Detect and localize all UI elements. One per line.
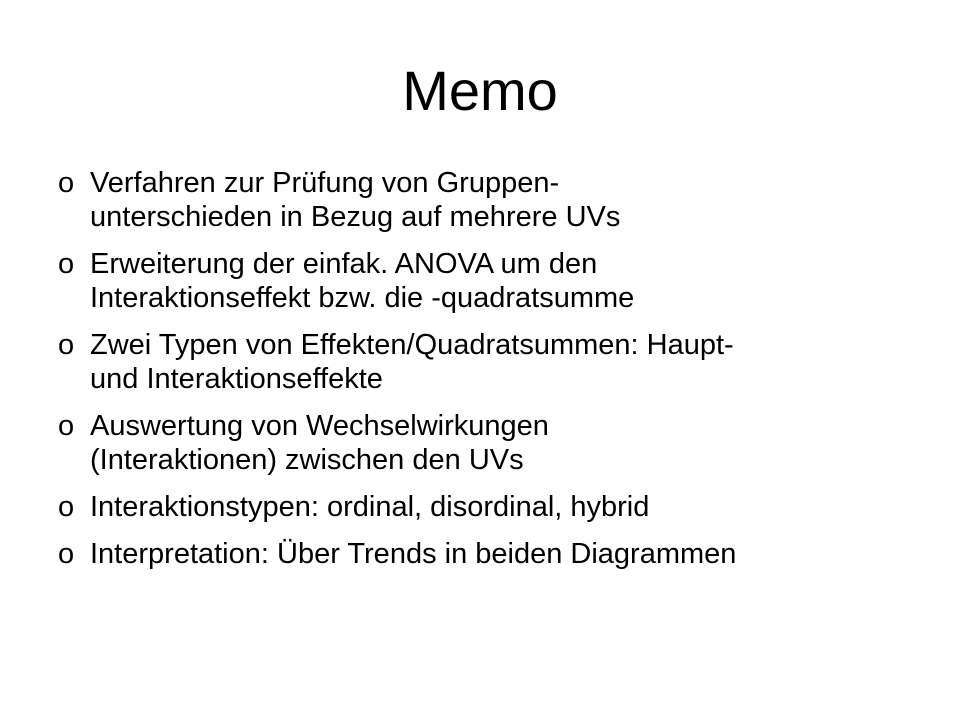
- bullet-marker: o: [58, 491, 75, 523]
- bullet-item: [58, 490, 938, 524]
- bullet-text-line: Zwei Typen von Effekten/Quadratsummen: Haupt-: [90, 329, 734, 361]
- bullet-text-line: unterschieden in Bezug auf mehrere UVs: [90, 201, 621, 233]
- bullet-item: [58, 537, 938, 571]
- bullet-marker: o: [58, 248, 75, 280]
- bullet-marker: o: [58, 410, 75, 442]
- bullet-text-line: und Interaktionseffekte: [90, 363, 383, 395]
- bullet-item: [58, 166, 938, 234]
- bullet-text-line: Interaktionseffekt bzw. die -quadratsumme: [90, 282, 635, 314]
- bullet-text-line: Interpretation: Über Trends in beiden Diagrammen: [90, 538, 737, 570]
- bullet-item: [58, 247, 938, 315]
- bullet-marker: o: [58, 167, 75, 199]
- slide-title: Memo: [402, 59, 558, 122]
- bullet-text-line: (Interaktionen) zwischen den UVs: [90, 444, 524, 476]
- bullet-marker: o: [58, 538, 75, 570]
- bullet-text-line: Verfahren zur Prüfung von Gruppen-: [90, 167, 560, 199]
- bullet-list: [58, 166, 938, 584]
- bullet-item: [58, 328, 938, 396]
- bullet-marker: o: [58, 329, 75, 361]
- bullet-text-line: Erweiterung der einfak. ANOVA um den: [90, 248, 598, 280]
- bullet-text-line: Interaktionstypen: ordinal, disordinal, hybrid: [90, 491, 650, 523]
- bullet-item: [58, 409, 938, 477]
- bullet-text-line: Auswertung von Wechselwirkungen: [90, 410, 549, 442]
